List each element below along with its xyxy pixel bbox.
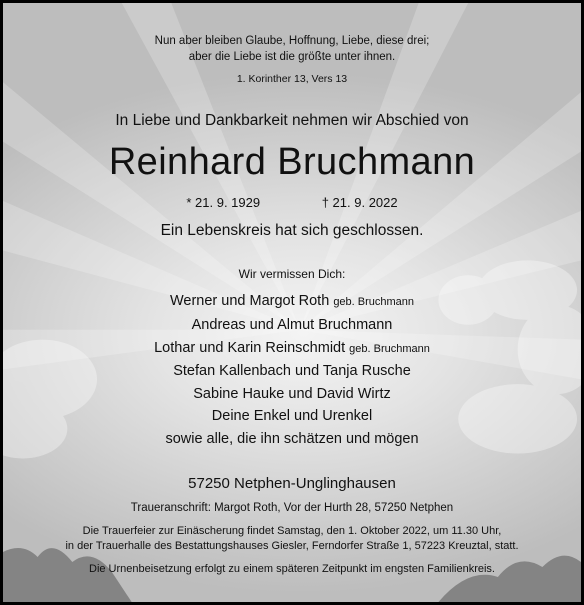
mourning-address: Traueranschrift: Margot Roth, Vor der Hurth 28, 57250 Netphen bbox=[130, 502, 454, 514]
mourner-line bbox=[3, 293, 581, 309]
ceremony-line-2: in der Trauerhalle des Bestattungshauses Giesler, Ferndorfer Straße 1, 57223 Kreuztal, statt. bbox=[65, 540, 519, 552]
mourner-name: Werner und Margot Roth bbox=[169, 293, 330, 309]
mourner-name: Deine Enkel und Urenkel bbox=[211, 408, 373, 424]
life-dates bbox=[3, 195, 581, 210]
mourner-line bbox=[3, 317, 581, 333]
town-line: 57250 Netphen-Unglinghausen bbox=[188, 475, 396, 492]
birth-date: * 21. 9. 1929 bbox=[186, 195, 261, 210]
death-date: † 21. 9. 2022 bbox=[321, 195, 398, 210]
mourner-name: Lothar und Karin Reinschmidt bbox=[154, 340, 346, 356]
intro-text: In Liebe und Dankbarkeit nehmen wir Abschied von bbox=[115, 112, 469, 129]
mourner-line bbox=[3, 431, 581, 447]
mourner-line bbox=[3, 408, 581, 424]
mourner-suffix: geb. Bruchmann bbox=[349, 343, 430, 355]
circle-text: Ein Lebenskreis hat sich geschlossen. bbox=[160, 222, 424, 239]
urn-burial-text: Die Urnenbeisetzung erfolgt zu einem späteren Zeitpunkt im engsten Familienkreis. bbox=[89, 563, 495, 575]
deceased-name: Reinhard Bruchmann bbox=[108, 141, 476, 183]
mourner-name: sowie alle, die ihn schätzen und mögen bbox=[165, 431, 419, 447]
mourner-suffix: geb. Bruchmann bbox=[333, 296, 415, 308]
miss-text: Wir vermissen Dich: bbox=[238, 267, 346, 281]
mourner-line bbox=[3, 363, 581, 379]
verse-line-1: Nun aber bleiben Glaube, Hoffnung, Liebe, diese drei; bbox=[154, 35, 430, 47]
mourner-name: Andreas und Almut Bruchmann bbox=[191, 317, 393, 333]
ceremony-line-1: Die Trauerfeier zur Einäscherung findet Samstag, den 1. Oktober 2022, um 11.30 Uhr, bbox=[82, 525, 502, 537]
verse-reference: 1. Korinther 13, Vers 13 bbox=[236, 73, 348, 85]
mourner-name: Sabine Hauke und David Wirtz bbox=[193, 386, 391, 402]
mourner-name: Stefan Kallenbach und Tanja Rusche bbox=[173, 363, 411, 379]
mourner-line bbox=[3, 386, 581, 402]
verse-line-2: aber die Liebe ist die größte unter ihnen. bbox=[188, 51, 396, 63]
mourner-line bbox=[3, 340, 581, 356]
